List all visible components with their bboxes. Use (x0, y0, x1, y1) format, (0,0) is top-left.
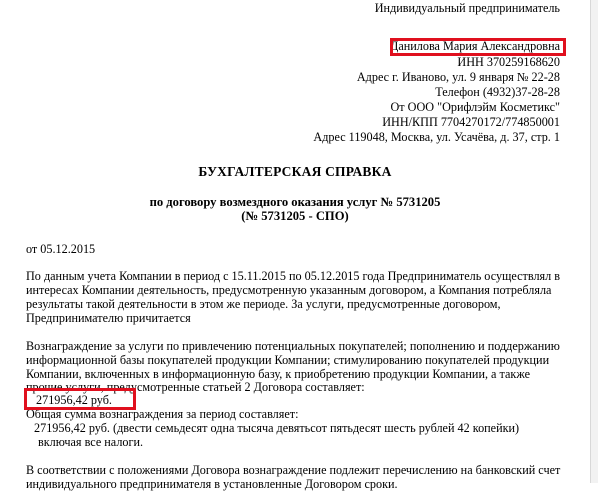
paragraph-1-line: результаты такой деятельности в этом же периоде. За услуги, предусмотренные договором, (26, 297, 501, 311)
document-title: БУХГАЛТЕРСКАЯ СПРАВКА (198, 164, 392, 179)
amount-highlight-box (24, 388, 136, 410)
company-address: Адрес 119048, Москва, ул. Усачёва, д. 37, стр. 1 (313, 130, 560, 144)
entrepreneur-name: Данилова Мария Александровна (390, 39, 560, 53)
paragraph-2-line: прочие услуги, предусмотренные статьей 2 Договора составляет: (26, 380, 365, 394)
entrepreneur-address: Адрес г. Иваново, ул. 9 января № 22-28 (356, 70, 560, 84)
document-date: от 05.12.2015 (26, 242, 96, 256)
paragraph-1-line: интересах Компании деятельность, предусмотренную указанным договором, а Компания потребляла (26, 283, 552, 297)
entrepreneur-phone: Телефон (4932)37-28-28 (435, 85, 560, 99)
paragraph-2-line: Компании, включенных в информационную базу, к приобретению продукции Компании, а также (26, 367, 530, 381)
paragraph-3-line: В соответствии с положениями Договора вознаграждение подлежит перечислению на банковский счет (26, 463, 561, 477)
page-edge (590, 0, 598, 483)
total-label: Общая сумма вознаграждения за период составляет: (26, 407, 299, 421)
paragraph-2-line: Вознаграждение за услуги по привлечению потенциальных покупателей; пополнению и поддержанию (26, 339, 560, 353)
paragraph-3-line: индивидуального предпринимателя в установленные Договором сроки. (26, 477, 398, 491)
entrepreneur-label: Индивидуальный предприниматель (374, 1, 560, 15)
document-subtitle-number: (№ 5731205 - СПО) (241, 209, 349, 223)
paragraph-2-line: информационной базы покупателей продукции Компании; стимулированию покупателей продукции (26, 353, 550, 367)
name-highlight-box (390, 38, 566, 56)
total-amount-line: 271956,42 руб. (двести семьдесят одна тысяча девятьсот пятьдесят шесть рублей 42 копейки) (34, 421, 520, 435)
company-inn-kpp: ИНН/КПП 7704270172/774850001 (382, 115, 560, 129)
paragraph-1-line: По данным учета Компании в период с 15.11.2015 по 05.12.2015 года Предприниматель осуществлял в (26, 269, 561, 283)
fee-amount: 271956,42 руб. (36, 393, 112, 407)
document-subtitle: по договору возмездного оказания услуг № 5731205 (149, 195, 441, 209)
total-taxes: включая все налоги. (38, 435, 144, 449)
paragraph-1-line: Предпринимателю причитается (26, 311, 191, 325)
entrepreneur-inn: ИНН 370259168620 (457, 55, 560, 69)
from-company: От ООО "Орифлэйм Косметикс" (390, 100, 560, 114)
